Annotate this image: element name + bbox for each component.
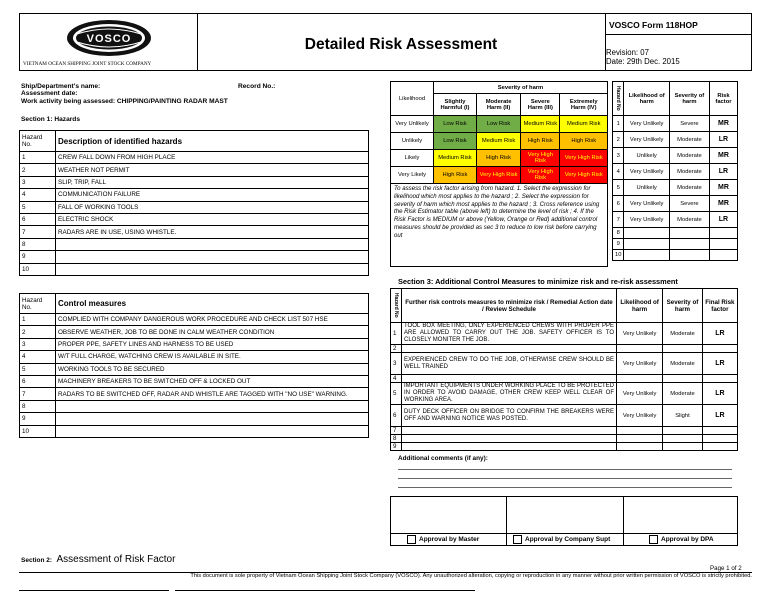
likelihood-value[interactable] — [617, 435, 663, 443]
risk-factor-value[interactable]: LR — [709, 164, 737, 180]
risk-factor-value[interactable] — [709, 250, 737, 261]
risk-cell: High Risk — [560, 133, 608, 150]
severity-value[interactable] — [663, 427, 703, 435]
risk-factor-row — [613, 239, 738, 250]
severity-value[interactable]: Slight — [663, 405, 703, 427]
hazard-no: 8 — [613, 228, 624, 239]
form-date: Date: 29th Dec. 2015 — [606, 57, 680, 66]
row-text[interactable]: FALL OF WORKING TOOLS — [56, 201, 369, 213]
risk-factor-header: Severity of harm — [669, 82, 709, 116]
severity-value[interactable] — [663, 435, 703, 443]
hazard-no: 3 — [613, 148, 624, 164]
s3-header: Severity of harm — [663, 289, 703, 323]
severity-value[interactable]: Moderate — [663, 353, 703, 375]
risk-estimator-table — [390, 81, 608, 184]
severity-header: Severity of harm — [434, 82, 608, 94]
row-number: 1 — [20, 314, 56, 326]
severity-column: Severe Harm (III) — [521, 94, 560, 116]
row-text[interactable]: COMPLIED WITH COMPANY DANGEROUS WORK PROCEDURE AND CHECK LIST 507 HSE — [56, 314, 369, 326]
likelihood-label: Very Likely — [391, 167, 434, 184]
risk-factor-value[interactable]: MR — [709, 180, 737, 196]
company-logo-area — [20, 14, 198, 70]
ship-label: Ship/Department's name: — [21, 83, 101, 90]
row-number: 4 — [20, 189, 56, 201]
hazard-row — [20, 263, 369, 275]
risk-factor-row — [613, 148, 738, 164]
severity-value[interactable] — [663, 345, 703, 353]
likelihood-value[interactable]: Very Unlikely — [617, 353, 663, 375]
severity-value[interactable] — [669, 239, 709, 250]
severity-value[interactable]: Moderate — [669, 148, 709, 164]
control-row — [20, 363, 369, 375]
likelihood-value[interactable] — [617, 427, 663, 435]
row-text[interactable]: SLIP, TRIP, FALL — [56, 176, 369, 188]
hazard-row — [20, 176, 369, 188]
hazard-no: 6 — [613, 196, 624, 212]
risk-factor-header: Hazard No — [613, 82, 624, 116]
control-no-header: Hazard No. — [20, 294, 56, 314]
hazard-no: 6 — [391, 405, 402, 427]
risk-factor-row — [613, 212, 738, 228]
row-number: 8 — [20, 400, 56, 412]
assessment-date-label: Assessment date: — [21, 90, 78, 97]
hazard-row — [20, 152, 369, 164]
risk-factor-row — [613, 132, 738, 148]
s3-row — [391, 427, 738, 435]
row-text[interactable] — [56, 413, 369, 425]
risk-factor-value[interactable]: MR — [709, 148, 737, 164]
row-text[interactable]: W/T FULL CHARGE, WATCHING CREW IS AVAILABLE IN SITE. — [56, 351, 369, 363]
vosco-logo-icon — [65, 18, 153, 58]
control-row — [20, 400, 369, 412]
further-control-text[interactable]: DUTY DECK OFFICER ON BRIDGE TO CONFIRM THE BREAKERS WERE OFF AND WARNING NOTICE WAS POSTED. — [402, 405, 617, 427]
risk-cell: Medium Risk — [521, 116, 560, 133]
risk-cell: Medium Risk — [434, 150, 477, 167]
risk-factor-value[interactable]: MR — [709, 196, 737, 212]
s3-header: Final Risk factor — [702, 289, 737, 323]
section2-heading — [21, 549, 175, 567]
approval-dpa-label: Approval by DPA — [661, 536, 714, 544]
s3-row — [391, 435, 738, 443]
dpa-checkbox[interactable] — [649, 535, 658, 544]
risk-factor-value[interactable]: MR — [709, 116, 737, 132]
risk-factor-header: Likelihood of harm — [624, 82, 669, 116]
section2-title: Assessment of Risk Factor — [56, 554, 176, 565]
hazard-no: 2 — [391, 345, 402, 353]
severity-value[interactable]: Moderate — [663, 383, 703, 405]
row-number: 5 — [20, 201, 56, 213]
revision: Revision: 07 — [606, 48, 649, 57]
control-row — [20, 388, 369, 400]
likelihood-value[interactable] — [624, 250, 669, 261]
risk-cell: Medium Risk — [476, 133, 520, 150]
risk-factor-row — [613, 250, 738, 261]
row-text[interactable] — [56, 425, 369, 437]
likelihood-row — [391, 150, 608, 167]
hazard-no: 7 — [613, 212, 624, 228]
risk-factor-value[interactable] — [709, 239, 737, 250]
hazard-no: 3 — [391, 353, 402, 375]
likelihood-row — [391, 133, 608, 150]
control-row — [20, 425, 369, 437]
hazard-no-header: Hazard No. — [20, 131, 56, 152]
risk-factor-row — [613, 164, 738, 180]
likelihood-row — [391, 167, 608, 184]
hazard-no: 7 — [391, 427, 402, 435]
comment-line-3[interactable] — [398, 487, 732, 488]
hazard-row — [20, 213, 369, 225]
further-control-text[interactable]: IMPORTANT EQUIPMENTS UNDER WORKING PLACE TO BE PROTECTED IN ORDER TO AVOID DAMAGE, OTHER CREW KEEP WELL CLEAR OF WORKING AREA. — [402, 383, 617, 405]
likelihood-label: Likely — [391, 150, 434, 167]
further-control-text[interactable]: TOOL BOX MEETING, ONLY EXPERIENCED CREWS WITH PROPER PPE ARE ALLOWED TO CARRY OUT THE JOB. SAFETY OFFICER IS TO CLOSELY MONITER THE JOB. — [402, 323, 617, 345]
row-text[interactable]: WEATHER NOT PERMIT — [56, 164, 369, 176]
control-row — [20, 338, 369, 350]
control-row — [20, 314, 369, 326]
hazard-no: 1 — [391, 323, 402, 345]
approval-supt[interactable] — [513, 535, 610, 544]
row-text[interactable] — [56, 251, 369, 263]
record-label: Record No.: — [238, 83, 276, 90]
hazards-table — [19, 130, 369, 276]
row-text[interactable] — [56, 238, 369, 250]
likelihood-value[interactable]: Very Unlikely — [624, 212, 669, 228]
row-text[interactable]: COMMUNICATION FAILURE — [56, 189, 369, 201]
likelihood-value[interactable] — [617, 375, 663, 383]
further-control-text[interactable] — [402, 375, 617, 383]
risk-cell: Very High Risk — [560, 167, 608, 184]
severity-column: Moderate Harm (II) — [476, 94, 520, 116]
final-risk-value[interactable] — [702, 435, 737, 443]
s3-header: Hazard No — [391, 289, 402, 323]
s3-row — [391, 405, 738, 427]
supt-checkbox[interactable] — [513, 535, 522, 544]
severity-value[interactable] — [663, 375, 703, 383]
risk-factor-row — [613, 180, 738, 196]
approval-master-label: Approval by Master — [419, 536, 480, 544]
further-control-text[interactable] — [402, 443, 617, 451]
row-number: 10 — [20, 263, 56, 275]
severity-value[interactable]: Moderate — [669, 212, 709, 228]
master-checkbox[interactable] — [407, 535, 416, 544]
row-number: 2 — [20, 326, 56, 338]
risk-instructions: To assess the risk factor arising from hazard. 1. Select the expression for likelihood which most applies to the hazard ; 2. Select the expression for severity of harm which most applies to the hazard ; 3. Cross reference using the Risk Estimator table (above left) to determine the level of risk ; 4. If the Risk Factor is MEDIUM or above (Yellow, Orange or Red) additional control measures should be provided as sec 3 to reduce to low risk before carrying out — [390, 183, 608, 267]
row-text[interactable] — [56, 400, 369, 412]
hazard-no: 10 — [613, 250, 624, 261]
further-control-text[interactable]: EXPERIENCED CREW TO DO THE JOB, OTHERWISE CREW SHOULD BE WELL TRAINED — [402, 353, 617, 375]
row-text[interactable]: ELECTRIC SHOCK — [56, 213, 369, 225]
form-number: VOSCO Form 118HOP — [606, 14, 752, 35]
further-control-text[interactable] — [402, 435, 617, 443]
risk-cell: Medium Risk — [560, 116, 608, 133]
risk-factor-header: Risk factor — [709, 82, 737, 116]
s3-row — [391, 383, 738, 405]
control-row — [20, 326, 369, 338]
final-risk-value[interactable]: LR — [702, 353, 737, 375]
row-text[interactable]: OBSERVE WEATHER, JOB TO BE DONE IN CALM WEATHER CONDITION — [56, 326, 369, 338]
control-desc-header: Control measures — [56, 294, 369, 314]
risk-cell: Low Risk — [434, 133, 477, 150]
severity-column: Extremely Harm (IV) — [560, 94, 608, 116]
hazard-row — [20, 189, 369, 201]
svg-text:VOSCO: VOSCO — [86, 33, 132, 45]
row-number: 10 — [20, 425, 56, 437]
severity-value[interactable]: Severe — [669, 196, 709, 212]
controls-table — [19, 293, 369, 438]
likelihood-label: Very Unlikely — [391, 116, 434, 133]
section3-title: Section 3: Additional Control Measures to minimize risk and re-risk assessment — [398, 277, 678, 286]
risk-factor-row — [613, 228, 738, 239]
risk-cell: Very High Risk — [560, 150, 608, 167]
risk-factor-value[interactable] — [709, 228, 737, 239]
likelihood-value[interactable] — [617, 345, 663, 353]
severity-value[interactable]: Moderate — [663, 323, 703, 345]
hazard-no: 9 — [613, 239, 624, 250]
risk-cell: High Risk — [476, 150, 520, 167]
final-risk-value[interactable]: LR — [702, 323, 737, 345]
section1-title: Section 1: Hazards — [21, 116, 80, 123]
page-number: Page 1 of 2 — [710, 565, 742, 572]
row-number: 8 — [20, 238, 56, 250]
row-text[interactable] — [56, 263, 369, 275]
further-control-text[interactable] — [402, 345, 617, 353]
risk-factor-row — [613, 116, 738, 132]
form-info — [605, 14, 752, 70]
s3-row — [391, 353, 738, 375]
hazard-no: 4 — [613, 164, 624, 180]
hazard-no: 2 — [613, 132, 624, 148]
final-risk-value[interactable]: LR — [702, 405, 737, 427]
likelihood-header: Likelihood — [391, 82, 434, 116]
row-number: 6 — [20, 375, 56, 387]
risk-cell: Very High Risk — [521, 150, 560, 167]
hazard-no: 8 — [391, 435, 402, 443]
document-title: Detailed Risk Assessment — [304, 36, 498, 53]
work-activity: Work activity being assessed: CHIPPING/PAINTING RADAR MAST — [21, 98, 228, 105]
additional-comments-label: Additional comments (if any): — [398, 455, 488, 462]
severity-value[interactable]: Severe — [669, 116, 709, 132]
approval-box — [390, 496, 738, 546]
row-number: 9 — [20, 413, 56, 425]
severity-value[interactable] — [663, 443, 703, 451]
severity-column: Slightly Harmful (I) — [434, 94, 477, 116]
row-number: 7 — [20, 226, 56, 238]
hazard-no: 1 — [613, 116, 624, 132]
control-row — [20, 351, 369, 363]
risk-factor-value[interactable]: LR — [709, 132, 737, 148]
comment-line-1[interactable] — [398, 469, 732, 470]
s3-row — [391, 375, 738, 383]
hazard-no: 5 — [391, 383, 402, 405]
row-text[interactable]: WORKING TOOLS TO BE SECURED — [56, 363, 369, 375]
row-number: 7 — [20, 388, 56, 400]
risk-factor-value[interactable]: LR — [709, 212, 737, 228]
likelihood-value[interactable] — [624, 239, 669, 250]
control-row — [20, 375, 369, 387]
risk-cell: High Risk — [521, 133, 560, 150]
row-number: 4 — [20, 351, 56, 363]
s3-header: Further risk controls measures to minimize risk / Remedial Action date / Review Schedule — [402, 289, 617, 323]
final-risk-value[interactable] — [702, 427, 737, 435]
hazard-row — [20, 164, 369, 176]
company-name: VIETNAM OCEAN SHIPPING JOINT STOCK COMPANY — [23, 61, 152, 67]
hazard-row — [20, 238, 369, 250]
likelihood-value[interactable]: Very Unlikely — [624, 196, 669, 212]
risk-factor-row — [613, 196, 738, 212]
row-text[interactable]: PROPER PPE, SAFETY LINES AND HARNESS TO BE USED — [56, 338, 369, 350]
footer-notice: This document is sole property of Vietnam Ocean Shipping Joint Stock Company (VOSCO). Any unauthorized alteration, copying or reproduction in any manner without prior written permission of VOSCO is strictly prohibited. — [190, 573, 752, 579]
risk-cell: Low Risk — [434, 116, 477, 133]
final-risk-value[interactable]: LR — [702, 383, 737, 405]
hazard-no: 4 — [391, 375, 402, 383]
s3-row — [391, 443, 738, 451]
approval-supt-label: Approval by Company Supt — [525, 536, 611, 544]
likelihood-value[interactable] — [617, 443, 663, 451]
section3-table — [390, 288, 738, 451]
approval-dpa[interactable] — [649, 535, 714, 544]
form-header — [19, 13, 752, 71]
row-number: 3 — [20, 338, 56, 350]
likelihood-value[interactable]: Unlikely — [624, 180, 669, 196]
hazard-no: 5 — [613, 180, 624, 196]
final-risk-value[interactable] — [702, 375, 737, 383]
s3-row — [391, 345, 738, 353]
likelihood-value[interactable] — [624, 228, 669, 239]
approval-master[interactable] — [407, 535, 479, 544]
final-risk-value[interactable] — [702, 443, 737, 451]
row-number: 5 — [20, 363, 56, 375]
risk-factor-table — [612, 81, 738, 261]
comment-line-2[interactable] — [398, 478, 732, 479]
row-number: 1 — [20, 152, 56, 164]
row-text[interactable]: MACHINERY BREAKERS TO BE SWITCHED OFF & LOCKED OUT — [56, 375, 369, 387]
risk-cell: Very High Risk — [521, 167, 560, 184]
hazard-no: 9 — [391, 443, 402, 451]
severity-value[interactable] — [669, 250, 709, 261]
severity-value[interactable]: Moderate — [669, 164, 709, 180]
further-control-text[interactable] — [402, 427, 617, 435]
severity-value[interactable] — [669, 228, 709, 239]
row-number: 3 — [20, 176, 56, 188]
row-text[interactable]: CREW FALL DOWN FROM HIGH PLACE — [56, 152, 369, 164]
row-text[interactable]: RADARS TO BE SWITCHED OFF, RADAR AND WHISTLE ARE TAGGED WITH "NO USE" WARNING. — [56, 388, 369, 400]
severity-value[interactable]: Moderate — [669, 132, 709, 148]
section2-prefix: Section 2: — [21, 557, 53, 564]
hazard-row — [20, 201, 369, 213]
likelihood-value[interactable]: Very Unlikely — [617, 323, 663, 345]
s3-row — [391, 323, 738, 345]
s3-header: Likelihood of harm — [617, 289, 663, 323]
likelihood-value[interactable]: Unlikely — [624, 148, 669, 164]
row-text[interactable]: RADARS ARE IN USE, USING WHISTLE. — [56, 226, 369, 238]
risk-cell: Very High Risk — [476, 167, 520, 184]
likelihood-value[interactable]: Very Unlikely — [624, 164, 669, 180]
row-number: 9 — [20, 251, 56, 263]
hazard-row — [20, 251, 369, 263]
likelihood-value[interactable]: Very Unlikely — [624, 116, 669, 132]
likelihood-value[interactable]: Very Unlikely — [617, 405, 663, 427]
hazard-desc-header: Description of identified hazards — [56, 131, 369, 152]
risk-cell: High Risk — [434, 167, 477, 184]
row-number: 2 — [20, 164, 56, 176]
likelihood-row — [391, 116, 608, 133]
likelihood-label: Unlikely — [391, 133, 434, 150]
risk-cell: Low Risk — [476, 116, 520, 133]
row-number: 6 — [20, 213, 56, 225]
likelihood-value[interactable]: Very Unlikely — [617, 383, 663, 405]
final-risk-value[interactable] — [702, 345, 737, 353]
control-row — [20, 413, 369, 425]
hazard-row — [20, 226, 369, 238]
likelihood-value[interactable]: Very Unlikely — [624, 132, 669, 148]
severity-value[interactable]: Moderate — [669, 180, 709, 196]
